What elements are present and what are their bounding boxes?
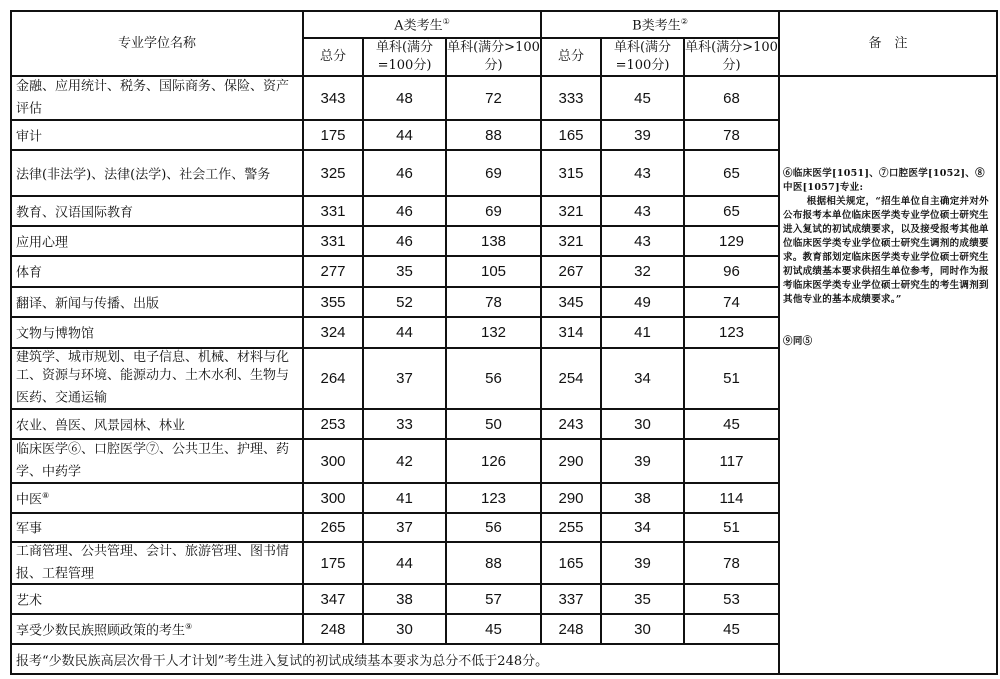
score-b-single-gt: 74 <box>684 287 779 317</box>
score-a-single-gt: 105 <box>446 256 541 287</box>
score-a-single-gt: 138 <box>446 226 541 256</box>
major-name-text: 应用心理 <box>16 235 69 251</box>
score-a-single-gt: 126 <box>446 439 541 483</box>
score-b-single-gt: 78 <box>684 542 779 584</box>
major-name-text: 临床医学⑥、口腔医学⑦、公共卫生、护理、药学、中药学 <box>16 441 290 480</box>
score-a-total: 277 <box>303 256 363 287</box>
remarks-body: 根据相关规定，“招生单位自主确定并对外公布报考本单位临床医学类专业学位硕士研究生进入复试的初试成绩要求，以及接受报考其他单位临床医学类专业学位硕士研究生调剂的成绩要求。教育部划定临床医学类专业学位硕士研究生初试成绩基本要求供招生单位参考，同时作为报考临床医学类专业学位硕士研究生的考生调剂到其他专业的基本成绩要求。” <box>783 196 989 305</box>
score-a-total: 325 <box>303 150 363 196</box>
group-a-note: ① <box>442 17 450 27</box>
score-a-single-eq: 46 <box>363 226 446 256</box>
score-a-single-eq: 35 <box>363 256 446 287</box>
header-b-single-eq: 单科(满分=100分) <box>601 38 684 76</box>
score-a-single-eq: 42 <box>363 439 446 483</box>
score-a-total: 324 <box>303 317 363 348</box>
score-a-single-eq: 33 <box>363 409 446 439</box>
score-b-single-gt: 65 <box>684 150 779 196</box>
score-b-total: 333 <box>541 76 601 120</box>
score-a-total: 300 <box>303 483 363 513</box>
score-a-single-gt: 50 <box>446 409 541 439</box>
score-a-single-gt: 56 <box>446 348 541 409</box>
score-b-single-gt: 45 <box>684 614 779 644</box>
major-name <box>11 287 303 317</box>
score-b-total: 248 <box>541 614 601 644</box>
score-b-single-eq: 43 <box>601 226 684 256</box>
score-b-total: 321 <box>541 226 601 256</box>
score-b-single-gt: 129 <box>684 226 779 256</box>
header-a-single-eq: 单科(满分=100分) <box>363 38 446 76</box>
score-a-single-eq: 44 <box>363 317 446 348</box>
header-group-a <box>303 11 541 38</box>
score-b-single-gt: 78 <box>684 120 779 150</box>
score-b-single-gt: 123 <box>684 317 779 348</box>
score-a-total: 248 <box>303 614 363 644</box>
major-name-text: 享受少数民族照顾政策的考生 <box>16 623 186 639</box>
score-b-total: 267 <box>541 256 601 287</box>
score-b-single-eq: 35 <box>601 584 684 614</box>
score-a-single-eq: 38 <box>363 584 446 614</box>
score-a-total: 355 <box>303 287 363 317</box>
major-name <box>11 439 303 483</box>
score-b-single-gt: 68 <box>684 76 779 120</box>
major-note: ⑧ <box>42 490 50 500</box>
score-a-single-gt: 72 <box>446 76 541 120</box>
major-name <box>11 614 303 644</box>
score-b-total: 255 <box>541 513 601 542</box>
major-name <box>11 513 303 542</box>
header-a-single-gt: 单科(满分>100分) <box>446 38 541 76</box>
score-b-total: 314 <box>541 317 601 348</box>
major-name <box>11 120 303 150</box>
score-a-single-eq: 30 <box>363 614 446 644</box>
table-row <box>11 76 997 120</box>
major-name-text: 体育 <box>16 265 43 281</box>
major-name-text: 法律(非法学)、法律(法学)、社会工作、警务 <box>16 167 271 183</box>
score-b-single-eq: 45 <box>601 76 684 120</box>
score-a-total: 175 <box>303 120 363 150</box>
group-b-label: B类考生 <box>632 18 681 34</box>
major-name-text: 金融、应用统计、税务、国际商务、保险、资产评估 <box>16 78 290 117</box>
score-b-total: 337 <box>541 584 601 614</box>
score-a-single-gt: 132 <box>446 317 541 348</box>
score-a-total: 343 <box>303 76 363 120</box>
score-b-total: 345 <box>541 287 601 317</box>
score-a-single-eq: 44 <box>363 120 446 150</box>
score-a-single-eq: 37 <box>363 513 446 542</box>
remarks-note-9: ⑨同⑤ <box>783 336 813 347</box>
score-a-single-gt: 88 <box>446 120 541 150</box>
score-a-total: 347 <box>303 584 363 614</box>
score-b-single-gt: 53 <box>684 584 779 614</box>
header-remarks: 备 注 <box>779 11 997 76</box>
group-b-note: ② <box>680 17 688 27</box>
score-a-single-eq: 41 <box>363 483 446 513</box>
score-b-total: 165 <box>541 120 601 150</box>
score-b-total: 290 <box>541 483 601 513</box>
score-table <box>10 10 998 675</box>
major-name-text: 工商管理、公共管理、会计、旅游管理、图书情报、工程管理 <box>16 544 290 582</box>
score-b-total: 315 <box>541 150 601 196</box>
score-b-total: 321 <box>541 196 601 226</box>
major-name-text: 建筑学、城市规划、电子信息、机械、材料与化工、资源与环境、能源动力、土木水利、生物与医药、交通运输 <box>16 350 290 406</box>
header-b-single-gt: 单科(满分>100分) <box>684 38 779 76</box>
major-name <box>11 542 303 584</box>
major-name-text: 审计 <box>16 129 43 145</box>
score-b-single-gt: 51 <box>684 513 779 542</box>
major-name <box>11 483 303 513</box>
score-b-single-eq: 30 <box>601 614 684 644</box>
major-name <box>11 76 303 120</box>
score-a-total: 300 <box>303 439 363 483</box>
score-b-single-eq: 38 <box>601 483 684 513</box>
score-b-single-gt: 45 <box>684 409 779 439</box>
score-b-single-gt: 114 <box>684 483 779 513</box>
major-name <box>11 584 303 614</box>
score-a-total: 253 <box>303 409 363 439</box>
score-a-total: 331 <box>303 196 363 226</box>
score-a-single-eq: 37 <box>363 348 446 409</box>
major-note: ⑨ <box>185 622 193 632</box>
score-a-single-gt: 69 <box>446 150 541 196</box>
score-a-single-eq: 46 <box>363 150 446 196</box>
major-name <box>11 348 303 409</box>
major-name-text: 教育、汉语国际教育 <box>16 205 134 221</box>
score-b-single-eq: 43 <box>601 150 684 196</box>
score-b-single-eq: 34 <box>601 348 684 409</box>
score-b-single-eq: 39 <box>601 542 684 584</box>
score-a-single-gt: 57 <box>446 584 541 614</box>
score-a-single-gt: 88 <box>446 542 541 584</box>
score-b-single-eq: 41 <box>601 317 684 348</box>
major-name-text: 农业、兽医、风景园林、林业 <box>16 418 186 434</box>
remarks-title: ⑥临床医学[1051]、⑦口腔医学[1052]、⑧中医[1057]专业: <box>783 168 985 193</box>
score-a-single-gt: 56 <box>446 513 541 542</box>
score-a-single-eq: 44 <box>363 542 446 584</box>
score-b-total: 254 <box>541 348 601 409</box>
score-b-single-gt: 117 <box>684 439 779 483</box>
score-b-single-eq: 39 <box>601 120 684 150</box>
score-a-single-gt: 123 <box>446 483 541 513</box>
score-a-total: 175 <box>303 542 363 584</box>
score-a-total: 331 <box>303 226 363 256</box>
score-b-total: 165 <box>541 542 601 584</box>
major-name <box>11 409 303 439</box>
group-a-label: A类考生 <box>394 18 443 34</box>
score-b-single-eq: 34 <box>601 513 684 542</box>
score-b-single-eq: 43 <box>601 196 684 226</box>
score-b-single-gt: 96 <box>684 256 779 287</box>
score-b-single-gt: 51 <box>684 348 779 409</box>
remarks-cell <box>779 76 997 674</box>
header-major-name: 专业学位名称 <box>11 11 303 76</box>
score-b-single-eq: 39 <box>601 439 684 483</box>
score-a-single-eq: 46 <box>363 196 446 226</box>
major-name-text: 文物与博物馆 <box>16 326 95 342</box>
major-name-text: 军事 <box>16 521 43 537</box>
major-name <box>11 226 303 256</box>
score-a-total: 264 <box>303 348 363 409</box>
score-a-single-gt: 78 <box>446 287 541 317</box>
header-group-b <box>541 11 779 38</box>
major-name-text: 翻译、新闻与传播、出版 <box>16 296 160 312</box>
score-b-single-eq: 49 <box>601 287 684 317</box>
score-b-single-gt: 65 <box>684 196 779 226</box>
major-name-text: 中医 <box>16 492 43 508</box>
score-b-single-eq: 30 <box>601 409 684 439</box>
header-a-total: 总分 <box>303 38 363 76</box>
footer-note: 报考“少数民族高层次骨干人才计划”考生进入复试的初试成绩基本要求为总分不低于248分。 <box>11 644 779 674</box>
score-a-total: 265 <box>303 513 363 542</box>
score-b-single-eq: 32 <box>601 256 684 287</box>
major-name <box>11 317 303 348</box>
major-name-text: 艺术 <box>16 593 43 609</box>
score-a-single-gt: 69 <box>446 196 541 226</box>
score-a-single-gt: 45 <box>446 614 541 644</box>
header-b-total: 总分 <box>541 38 601 76</box>
major-name <box>11 196 303 226</box>
score-a-single-eq: 52 <box>363 287 446 317</box>
score-b-total: 290 <box>541 439 601 483</box>
score-a-single-eq: 48 <box>363 76 446 120</box>
score-b-total: 243 <box>541 409 601 439</box>
major-name <box>11 256 303 287</box>
major-name <box>11 150 303 196</box>
